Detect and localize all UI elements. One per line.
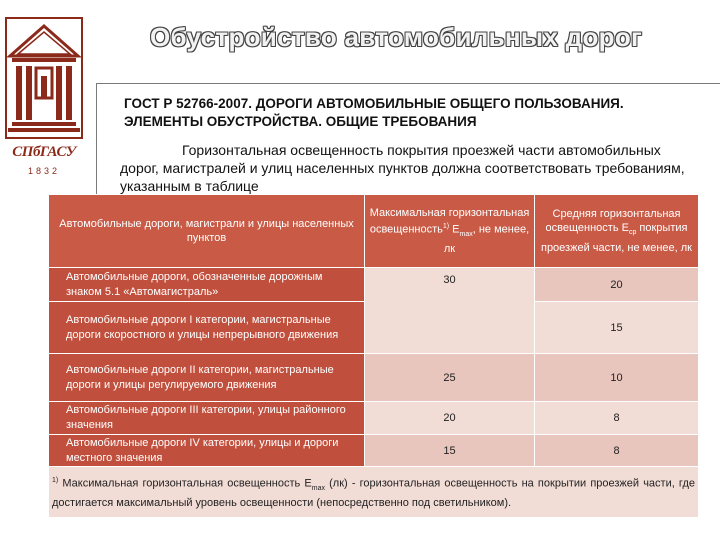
header-road: Автомобильные дороги, магистрали и улицы населенных пунктов <box>49 195 365 268</box>
header-max: Максимальная горизонтальная освещенность$^{1)}$ $E_{max}$, не менее, лк <box>365 195 535 268</box>
table-footnote-row <box>49 467 699 518</box>
avg-cell: 20 <box>535 268 699 302</box>
logo-year: 1832 <box>27 166 61 176</box>
building-emblem-icon <box>4 16 84 142</box>
standard-heading: ГОСТ Р 52766-2007. ДОРОГИ АВТОМОБИЛЬНЫЕ ОБЩЕГО ПОЛЬЗОВАНИЯ. ЭЛЕМЕНТЫ ОБУСТРОЙСТВА. ОБЩИЕ ТРЕБОВАНИЯ <box>124 96 624 129</box>
road-cell: Автомобильные дороги IV категории, улицы и дороги местного значения <box>49 435 365 467</box>
intro-paragraph <box>120 141 690 195</box>
avg-cell: 15 <box>535 302 699 354</box>
max-cell: 20 <box>365 402 535 435</box>
university-logo <box>4 16 84 176</box>
header-divider <box>96 83 720 84</box>
intro-text: Горизонтальная освещенность покрытия проезжей части автомобильных дорог, магистралей и улиц населенных пунктов должна соответствовать требованиям, указанным в таблице <box>120 142 685 194</box>
table-header-row <box>49 195 699 268</box>
table-row <box>49 435 699 467</box>
avg-cell: 10 <box>535 354 699 402</box>
logo-name: СПбГАСУ <box>12 144 76 160</box>
road-cell: Автомобильные дороги I категории, магистральные дороги скоростного и улицы непрерывного движения <box>49 302 365 354</box>
avg-cell: 8 <box>535 435 699 467</box>
side-divider <box>96 83 97 203</box>
road-cell: Автомобильные дороги II категории, магистральные дороги и улицы регулируемого движения <box>49 354 365 402</box>
avg-cell: 8 <box>535 402 699 435</box>
table-row <box>49 268 699 302</box>
road-cell: Автомобильные дороги, обозначенные дорожным знаком 5.1 «Автомагистраль» <box>49 268 365 302</box>
illumination-table <box>48 194 699 518</box>
header-avg: Средняя горизонтальная освещенность $E_{ср}$ покрытия проезжей части, не менее, лк <box>535 195 699 268</box>
page-title: Обустройство автомобильных дорог <box>150 22 643 52</box>
max-cell: 15 <box>365 435 535 467</box>
max-cell: 25 <box>365 354 535 402</box>
table-row <box>49 354 699 402</box>
max-cell: 30 <box>365 268 535 354</box>
road-cell: Автомобильные дороги III категории, улицы районного значения <box>49 402 365 435</box>
footnote-cell: $^{1)}$ Максимальная горизонтальная освещенность $E_{max}$ (лк) - горизонтальная освещенность на покрытии проезжей части, где достигается максимальный уровень освещенности (непосредственно под светильником). <box>49 467 699 518</box>
table-row <box>49 402 699 435</box>
